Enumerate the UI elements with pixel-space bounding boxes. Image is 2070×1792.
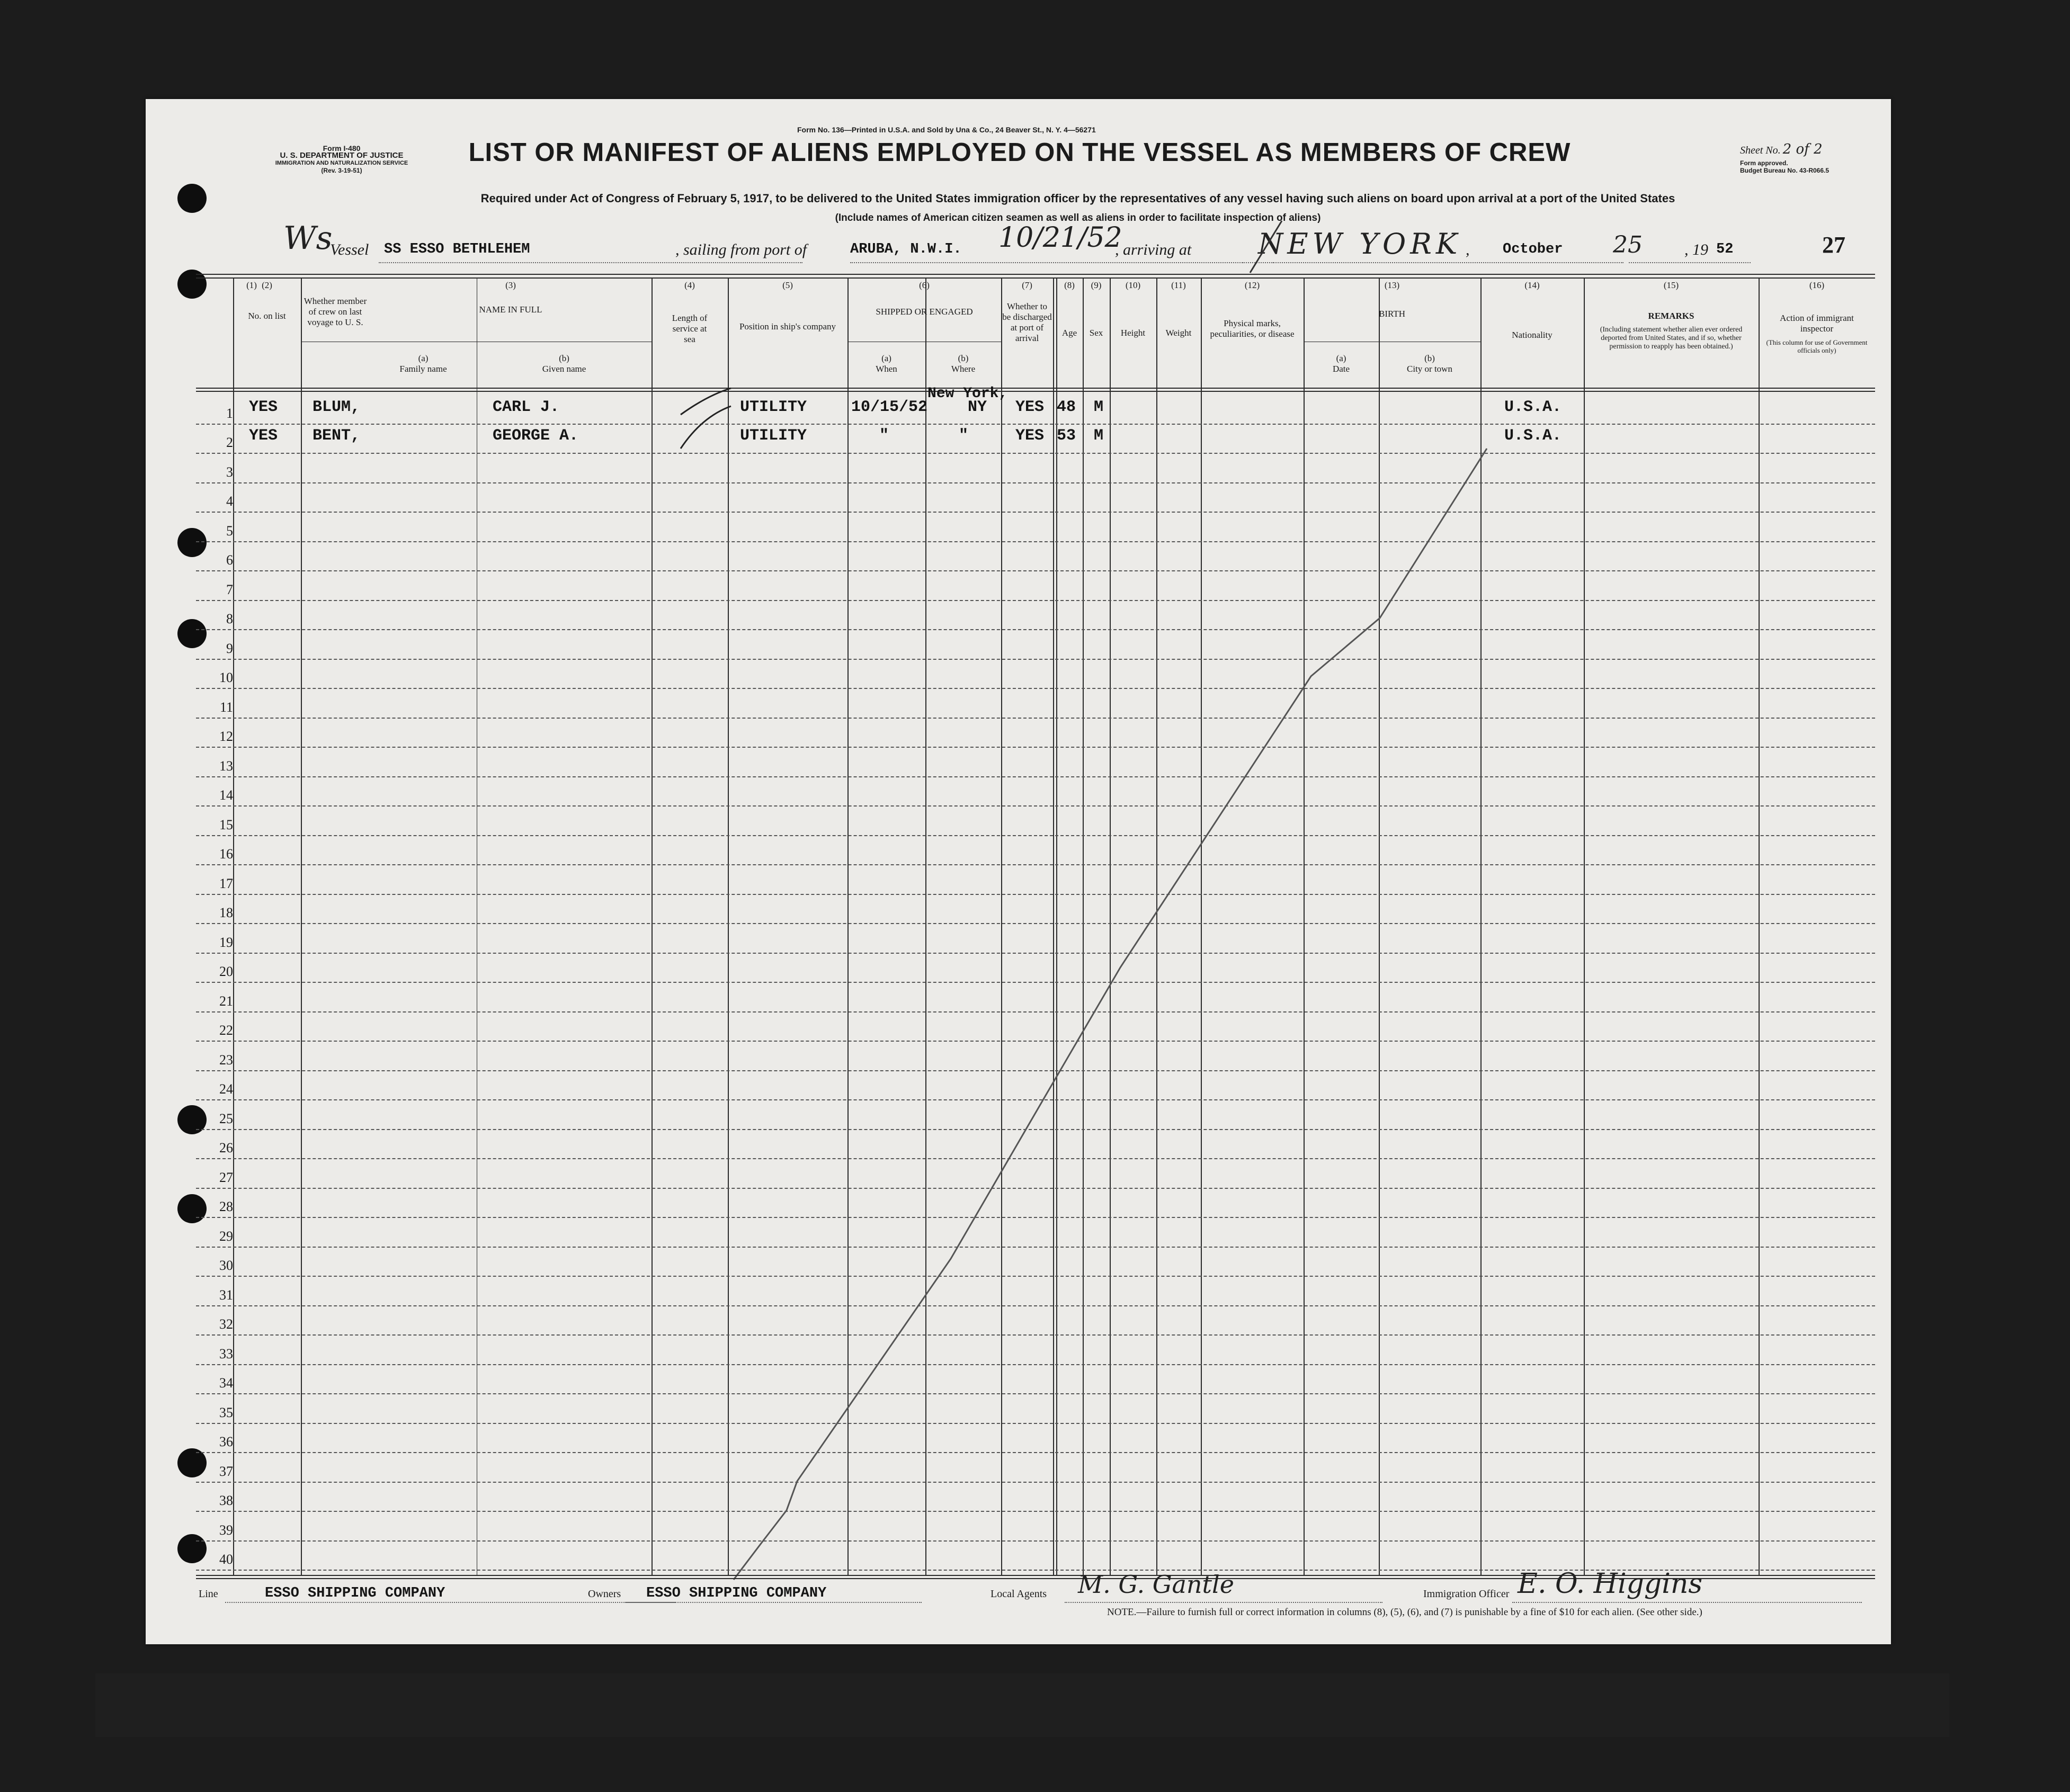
col12-number: (12) bbox=[1244, 280, 1260, 290]
col5-number: (5) bbox=[782, 280, 793, 290]
col13a-letter: (a) bbox=[1336, 353, 1346, 363]
shipped-when: 10/15/52 bbox=[851, 398, 928, 416]
row-number: 39 bbox=[219, 1522, 233, 1538]
col15-number: (15) bbox=[1663, 280, 1679, 290]
row-number: 33 bbox=[219, 1346, 233, 1361]
col6b-letter: (b) bbox=[958, 353, 969, 363]
officer-label: Immigration Officer bbox=[1423, 1588, 1510, 1600]
col5-heading: Position in ship's company bbox=[739, 321, 836, 331]
date-comma: , bbox=[1466, 241, 1470, 258]
row-number: 36 bbox=[219, 1434, 233, 1449]
position: UTILITY bbox=[740, 398, 807, 416]
footer-note: —Failure to furnish full or correct information in columns (8), (5), (6), and (7) is punishable by a fine of $10 for each alien. (See other side.) bbox=[1136, 1607, 1702, 1618]
row-number: 4 bbox=[226, 494, 233, 509]
row-number: 24 bbox=[219, 1081, 233, 1097]
col13b-heading: City or town bbox=[1407, 364, 1452, 374]
date-slash bbox=[1250, 221, 1282, 273]
col3b-letter: (b) bbox=[559, 353, 569, 363]
row-number: 17 bbox=[219, 876, 233, 891]
row-number: 12 bbox=[219, 729, 233, 744]
note-label: NOTE. bbox=[1107, 1607, 1137, 1618]
subnote: (Include names of American citizen seamen as well as aliens in order to facilitate inspection of aliens) bbox=[835, 212, 1321, 223]
col7-heading: Whether to be discharged at port of arrival bbox=[1002, 301, 1052, 343]
nationality: U.S.A. bbox=[1504, 427, 1562, 445]
position: UTILITY bbox=[740, 427, 807, 445]
row-number: 3 bbox=[226, 464, 233, 480]
agents-label: Local Agents bbox=[991, 1588, 1047, 1600]
arrival-day: 25 bbox=[1613, 231, 1643, 258]
col9-heading: Sex bbox=[1089, 328, 1103, 338]
last-voyage: YES bbox=[249, 427, 278, 445]
row-number: 9 bbox=[226, 641, 233, 656]
col3b-heading: Given name bbox=[542, 364, 586, 374]
owners-label: Owners bbox=[588, 1588, 621, 1600]
col2-number: (2) bbox=[262, 280, 272, 290]
budget-bureau: Budget Bureau No. 43-R066.5 bbox=[1740, 167, 1830, 174]
family-name: BENT, bbox=[313, 427, 361, 445]
col6a-heading: When bbox=[876, 364, 897, 374]
page-title: LIST OR MANIFEST OF ALIENS EMPLOYED ON THE VESSEL AS MEMBERS OF CREW bbox=[468, 138, 1571, 167]
age: 53 bbox=[1057, 427, 1076, 445]
col7-number: (7) bbox=[1022, 280, 1032, 290]
shipped-where-city: New York, bbox=[927, 386, 1008, 402]
col12-heading: Physical marks, peculiarities, or disease bbox=[1210, 318, 1295, 339]
col6-number: (6) bbox=[919, 280, 930, 290]
row-number: 1 bbox=[226, 406, 233, 421]
discharge: YES bbox=[1015, 398, 1045, 416]
col14-number: (14) bbox=[1524, 280, 1540, 290]
col15-note: (Including statement whether alien ever ordered deported from United States, and if so, whether permission to reapply has been obtained.) bbox=[1600, 326, 1743, 351]
col16-note: (This column for use of Government officials only) bbox=[1766, 338, 1868, 354]
row-number: 27 bbox=[219, 1170, 233, 1185]
col3-number: (3) bbox=[505, 280, 516, 290]
arrival-port: NEW YORK bbox=[1258, 227, 1462, 261]
officer-signature: E. O. Higgins bbox=[1518, 1568, 1703, 1600]
departure-port: ARUBA, N.W.I. bbox=[850, 241, 962, 257]
form-id: Form I-480 bbox=[323, 144, 361, 153]
sex: M bbox=[1094, 427, 1104, 445]
arriving-label: , arriving at bbox=[1115, 241, 1192, 258]
col6b-heading: Where bbox=[951, 364, 976, 374]
col6a-letter: (a) bbox=[881, 353, 891, 363]
owners-value: ESSO SHIPPING COMPANY bbox=[646, 1585, 827, 1601]
row-number: 23 bbox=[219, 1052, 233, 1068]
col8-heading: Age bbox=[1061, 328, 1077, 338]
row-number: 26 bbox=[219, 1140, 233, 1155]
row-number: 40 bbox=[219, 1552, 233, 1567]
col11-heading: Weight bbox=[1165, 328, 1192, 338]
col13a-heading: Date bbox=[1332, 364, 1350, 374]
col1-heading: No. on list bbox=[248, 311, 286, 321]
row-number: 7 bbox=[226, 582, 233, 597]
row-number: 15 bbox=[219, 817, 233, 832]
col15-heading: REMARKS bbox=[1648, 311, 1694, 321]
row-number: 16 bbox=[219, 846, 233, 862]
row-number: 19 bbox=[219, 935, 233, 950]
given-name: GEORGE A. bbox=[493, 427, 579, 445]
sheet-label: Sheet No. bbox=[1740, 145, 1781, 156]
col13-heading: BIRTH bbox=[1379, 309, 1405, 319]
col10-heading: Height bbox=[1120, 328, 1146, 338]
row-number: 11 bbox=[219, 700, 233, 715]
initials: Ws bbox=[283, 220, 333, 257]
row-number: 21 bbox=[219, 993, 233, 1009]
sheet-number: 2 of 2 bbox=[1782, 141, 1823, 157]
given-name: CARL J. bbox=[493, 398, 560, 416]
handwritten-date: 10/21/52 bbox=[998, 222, 1122, 254]
service: IMMIGRATION AND NATURALIZATION SERVICE bbox=[275, 160, 408, 166]
col9-number: (9) bbox=[1091, 280, 1102, 290]
printer-line: Form No. 136—Printed in U.S.A. and Sold by Una & Co., 24 Beaver St., N. Y. 4—56271 bbox=[797, 126, 1096, 134]
line-value: ESSO SHIPPING COMPANY bbox=[265, 1585, 445, 1601]
service-dash-mark bbox=[681, 388, 731, 415]
col16-number: (16) bbox=[1809, 280, 1825, 290]
discharge: YES bbox=[1015, 427, 1045, 445]
row-number: 6 bbox=[226, 552, 233, 568]
col3-heading: NAME IN FULL bbox=[479, 304, 542, 315]
sex: M bbox=[1094, 398, 1104, 416]
row-number: 31 bbox=[219, 1287, 233, 1303]
row-number: 32 bbox=[219, 1316, 233, 1332]
col8-number: (8) bbox=[1064, 280, 1075, 290]
col16-heading: Action of immigrant inspector bbox=[1780, 313, 1854, 334]
shipped-where: " bbox=[959, 427, 969, 445]
revision: (Rev. 3-19-51) bbox=[321, 167, 362, 174]
manifest-sheet bbox=[146, 99, 1891, 1644]
row-number: 5 bbox=[226, 523, 233, 539]
cancellation-line bbox=[734, 449, 1487, 1580]
row-number: 13 bbox=[219, 758, 233, 774]
row-number: 14 bbox=[219, 787, 233, 803]
sailing-label: , sailing from port of bbox=[675, 241, 807, 258]
col3a-letter: (a) bbox=[418, 353, 429, 363]
col4-heading: Length of service at sea bbox=[672, 313, 708, 344]
shipped-when: " bbox=[879, 427, 889, 445]
row-number: 29 bbox=[219, 1229, 233, 1244]
service-dash-mark bbox=[681, 406, 731, 449]
arrival-month: October bbox=[1503, 241, 1563, 257]
col6-heading: SHIPPED OR ENGAGED bbox=[876, 307, 973, 317]
last-voyage: YES bbox=[249, 398, 278, 416]
vessel-label: Vessel bbox=[330, 241, 369, 258]
row-number: 38 bbox=[219, 1493, 233, 1508]
col2-heading: Whether member of crew on last voyage to U. S. bbox=[304, 296, 367, 327]
row-number: 2 bbox=[226, 435, 233, 450]
row-number: 10 bbox=[219, 670, 233, 685]
shipped-where: NY bbox=[968, 398, 987, 416]
col4-number: (4) bbox=[684, 280, 695, 290]
row-number: 25 bbox=[219, 1111, 233, 1126]
row-number: 22 bbox=[219, 1023, 233, 1038]
family-name: BLUM, bbox=[313, 398, 361, 416]
subtitle: Required under Act of Congress of February 5, 1917, to be delivered to the United States immigration officer by the representatives of any vessel having such aliens on board upon arrival at a port of the United States bbox=[480, 192, 1675, 205]
nationality: U.S.A. bbox=[1504, 398, 1562, 416]
col13-number: (13) bbox=[1384, 280, 1400, 290]
year-suffix: 52 bbox=[1716, 241, 1734, 257]
row-number: 8 bbox=[226, 611, 233, 626]
row-number: 37 bbox=[219, 1464, 233, 1479]
line-label: Line bbox=[199, 1588, 218, 1600]
agents-signature: M. G. Gantle bbox=[1078, 1570, 1234, 1599]
department: U. S. DEPARTMENT OF JUSTICE bbox=[280, 151, 404, 160]
row-number: 30 bbox=[219, 1258, 233, 1273]
row-number: 28 bbox=[219, 1199, 233, 1214]
row-number: 20 bbox=[219, 964, 233, 979]
age: 48 bbox=[1057, 398, 1076, 416]
row-number: 35 bbox=[219, 1405, 233, 1420]
vessel-name: SS ESSO BETHLEHEM bbox=[384, 241, 530, 257]
col1-number: (1) bbox=[246, 280, 257, 290]
col14-heading: Nationality bbox=[1512, 330, 1552, 340]
col3a-heading: Family name bbox=[399, 364, 447, 374]
form-approved: Form approved. bbox=[1740, 159, 1788, 167]
row-number: 34 bbox=[219, 1375, 233, 1391]
year-prefix: , 19 bbox=[1684, 241, 1708, 258]
row-number: 18 bbox=[219, 905, 233, 920]
col13b-letter: (b) bbox=[1424, 353, 1435, 363]
page-number: 27 bbox=[1822, 232, 1845, 258]
pencil-strokes bbox=[146, 99, 1891, 1644]
col10-number: (10) bbox=[1125, 280, 1141, 290]
col11-number: (11) bbox=[1171, 280, 1186, 290]
